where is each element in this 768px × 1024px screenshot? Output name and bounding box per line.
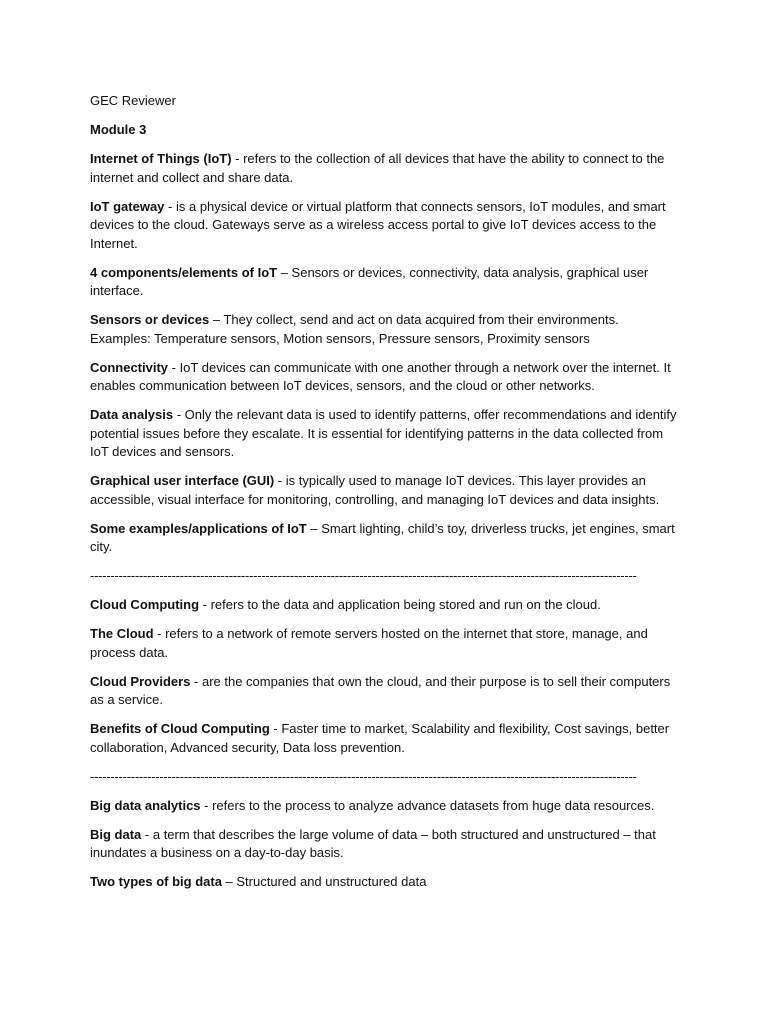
definition-term: Internet of Things (IoT) bbox=[90, 151, 232, 166]
definition-paragraph bbox=[90, 520, 680, 557]
definition-text: - refers to the collection of all devices that have the ability to connect to the internet and collect and share data. bbox=[90, 151, 665, 185]
definition-paragraph bbox=[90, 359, 680, 396]
definition-term: 4 components/elements of IoT bbox=[90, 264, 278, 280]
definition-paragraph bbox=[90, 472, 680, 509]
definition-paragraph bbox=[90, 150, 680, 187]
definition-term: Benefits of Cloud Computing bbox=[90, 721, 270, 736]
definition-text: - are the companies that own the cloud, and their purpose is to sell their computers as a service. bbox=[90, 673, 671, 707]
document-title: GEC Reviewer bbox=[90, 93, 176, 108]
definition-paragraph bbox=[90, 873, 680, 892]
definition-term: The Cloud bbox=[90, 626, 154, 641]
definition-term: Data analysis bbox=[90, 407, 174, 422]
definition-term: Cloud Providers bbox=[90, 673, 191, 689]
definition-paragraph bbox=[90, 625, 680, 662]
definition-text: - Only the relevant data is used to identify patterns, offer recommendations and identify potential issues before they escalate. It is essential for identifying patterns in the data collected from IoT devices and sensors. bbox=[90, 407, 677, 459]
definition-text: – Smart lighting, child’s toy, driverless trucks, jet engines, smart city. bbox=[90, 520, 675, 554]
definition-text: - refers to the data and application being stored and run on the cloud. bbox=[199, 597, 601, 612]
section-divider: -------------------------------------------------------------------------------------------------------------------------------------- bbox=[90, 768, 637, 784]
definition-term: IoT gateway bbox=[90, 198, 165, 214]
definition-term: Sensors or devices bbox=[90, 312, 210, 327]
definition-paragraph bbox=[90, 406, 680, 462]
definition-paragraph bbox=[90, 264, 680, 301]
definition-term: Big data bbox=[90, 826, 142, 842]
definition-term: Cloud Computing bbox=[90, 597, 200, 612]
definition-paragraph bbox=[90, 720, 680, 757]
definition-text: - is typically used to manage IoT devices. This layer provides an accessible, visual interface for monitoring, controlling, and managing IoT devices and data insights. bbox=[90, 473, 660, 507]
definition-paragraph bbox=[90, 311, 680, 348]
module-heading: Module 3 bbox=[90, 122, 147, 137]
definition-text: - Faster time to market, Scalability and flexibility, Cost savings, better collaboration, Advanced security, Data loss prevention. bbox=[90, 721, 670, 755]
definition-text: - refers to the process to analyze advance datasets from huge data resources. bbox=[200, 797, 655, 813]
definition-text: – Structured and unstructured data bbox=[221, 874, 427, 889]
definition-term: Two types of big data bbox=[90, 874, 222, 889]
definition-text: – Sensors or devices, connectivity, data analysis, graphical user interface. bbox=[90, 264, 649, 298]
definition-text: - IoT devices can communicate with one another through a network over the internet. It enables communication between IoT devices, sensors, and the cloud or other networks. bbox=[90, 359, 671, 393]
definition-paragraph bbox=[90, 198, 680, 254]
definition-term: Graphical user interface (GUI) bbox=[90, 473, 275, 488]
definition-term: Some examples/applications of IoT bbox=[90, 520, 307, 536]
definition-paragraph bbox=[90, 826, 680, 863]
definition-text: - is a physical device or virtual platform that connects sensors, IoT modules, and smart devices to the cloud. Gateways serve as a wireless access portal to give IoT devices access to the Internet. bbox=[90, 198, 666, 251]
definition-text: – They collect, send and act on data acquired from their environments. Examples: Temperature sensors, Motion sensors, Pressure sensors, Proximity sensors bbox=[90, 312, 619, 346]
definition-paragraph bbox=[90, 673, 680, 710]
definition-paragraph bbox=[90, 797, 680, 816]
definition-term: Big data analytics bbox=[90, 797, 201, 813]
definition-paragraph bbox=[90, 596, 680, 615]
definition-term: Connectivity bbox=[90, 359, 169, 375]
document-page bbox=[90, 92, 680, 902]
definition-text: - refers to a network of remote servers hosted on the internet that store, manage, and process data. bbox=[90, 626, 648, 660]
definition-text: - a term that describes the large volume of data – both structured and unstructured – that inundates a business on a day-to-day basis. bbox=[90, 826, 656, 860]
section-divider: -------------------------------------------------------------------------------------------------------------------------------------- bbox=[90, 568, 637, 583]
